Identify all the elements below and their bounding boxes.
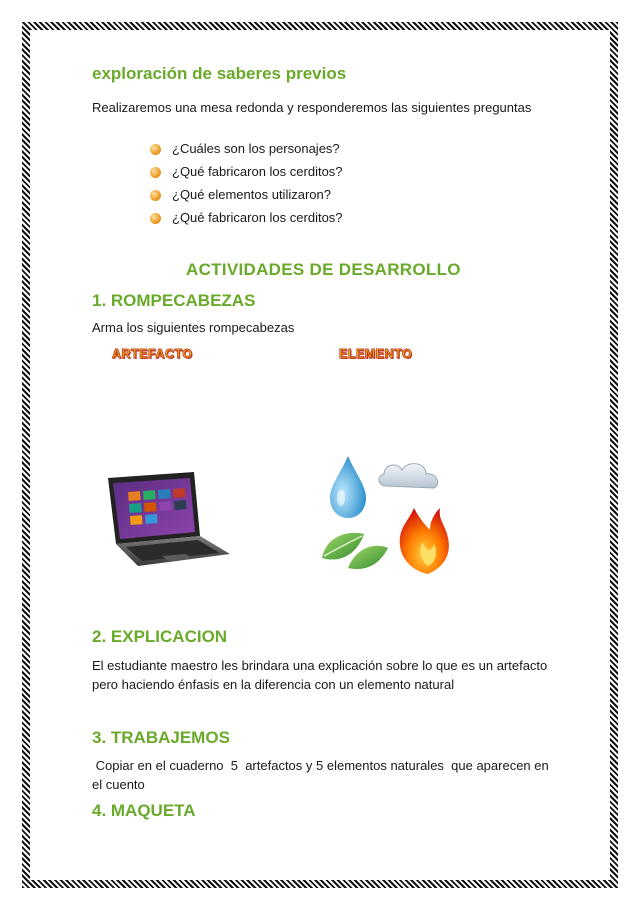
section-2-title: 2. EXPLICACION xyxy=(92,627,228,646)
natural-elements-icon xyxy=(318,452,458,582)
list-item: ¿Qué elementos utilizaron? xyxy=(150,185,343,208)
section-1-text: Arma los siguientes rompecabezas xyxy=(92,320,295,335)
list-item: ¿Cuáles son los personajes? xyxy=(150,139,343,162)
list-item: ¿Qué fabricaron los cerditos? xyxy=(150,162,343,185)
section-3-line-1: Copiar en el cuaderno 5 artefactos y 5 elementos naturales que aparecen en xyxy=(92,758,549,773)
orange-bullet-icon xyxy=(150,167,161,178)
elemento-label: ELEMENTO xyxy=(339,347,413,361)
section-3-line-2: el cuento xyxy=(92,777,145,792)
list-item: ¿Qué fabricaron los cerditos? xyxy=(150,208,343,231)
question-list xyxy=(150,139,343,231)
laptop-icon xyxy=(102,470,234,570)
artefacto-label: ARTEFACTO xyxy=(112,347,193,361)
fire-icon xyxy=(400,508,449,574)
orange-bullet-icon xyxy=(150,190,161,201)
water-drop-icon xyxy=(330,456,366,518)
orange-bullet-icon xyxy=(150,213,161,224)
prior-knowledge-title: exploración de saberes previos xyxy=(92,64,347,83)
cloud-icon xyxy=(379,464,438,488)
development-title: ACTIVIDADES DE DESARROLLO xyxy=(186,260,461,279)
section-2-line-2: pero haciendo énfasis en la diferencia con un elemento natural xyxy=(92,677,455,692)
section-3-title: 3. TRABAJEMOS xyxy=(92,728,230,747)
section-4-title: 4. MAQUETA xyxy=(92,801,196,820)
prior-knowledge-intro: Realizaremos una mesa redonda y responderemos las siguientes preguntas xyxy=(92,100,532,115)
section-2-line-1: El estudiante maestro les brindara una explicación sobre lo que es un artefacto xyxy=(92,658,548,673)
orange-bullet-icon xyxy=(150,144,161,155)
section-1-title: 1. ROMPECABEZAS xyxy=(92,291,256,310)
